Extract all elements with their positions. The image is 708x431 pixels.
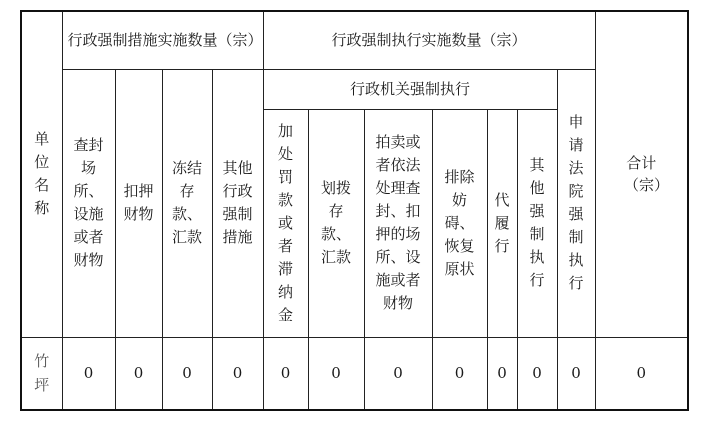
remove-cell: 0 xyxy=(432,337,487,410)
seize-cell: 0 xyxy=(115,337,162,410)
measure-other-header: 其他行政强制措施 xyxy=(212,69,263,337)
court-apply-header: 申请法院强制执行 xyxy=(557,69,595,337)
measure-seize-header: 扣押财物 xyxy=(115,69,162,337)
enforcement-statistics-table xyxy=(20,10,689,411)
measures-group-header: 行政强制措施实施数量（宗） xyxy=(62,11,263,69)
exec-fine-header: 加处罚款或者滞纳金 xyxy=(263,109,308,337)
admin-enforcement-header: 行政机关强制执行 xyxy=(263,69,557,109)
freeze-cell: 0 xyxy=(162,337,212,410)
fine-cell: 0 xyxy=(263,337,308,410)
enforcement-group-header: 行政强制执行实施数量（宗） xyxy=(263,11,595,69)
other-exec-cell: 0 xyxy=(517,337,557,410)
unit-cell: 竹坪 xyxy=(21,337,62,410)
exec-transfer-header: 划拨存款、汇款 xyxy=(308,109,364,337)
measure-freeze-header: 冻结存款、汇款 xyxy=(162,69,212,337)
transfer-cell: 0 xyxy=(308,337,364,410)
other-measure-cell: 0 xyxy=(212,337,263,410)
table-row xyxy=(21,337,688,410)
total-header: 合计（宗） xyxy=(595,11,688,337)
proxy-cell: 0 xyxy=(487,337,517,410)
exec-proxy-header: 代履行 xyxy=(487,109,517,337)
measure-seal-header: 查封场所、设施或者财物 xyxy=(62,69,115,337)
seal-cell: 0 xyxy=(62,337,115,410)
exec-other-header: 其他强制执行 xyxy=(517,109,557,337)
exec-remove-header: 排除妨碍、恢复原状 xyxy=(432,109,487,337)
exec-auction-header: 拍卖或者依法处理查封、扣押的场所、设施或者财物 xyxy=(364,109,432,337)
unit-name-header: 单位名称 xyxy=(21,11,62,337)
total-cell: 0 xyxy=(595,337,688,410)
court-cell: 0 xyxy=(557,337,595,410)
auction-cell: 0 xyxy=(364,337,432,410)
